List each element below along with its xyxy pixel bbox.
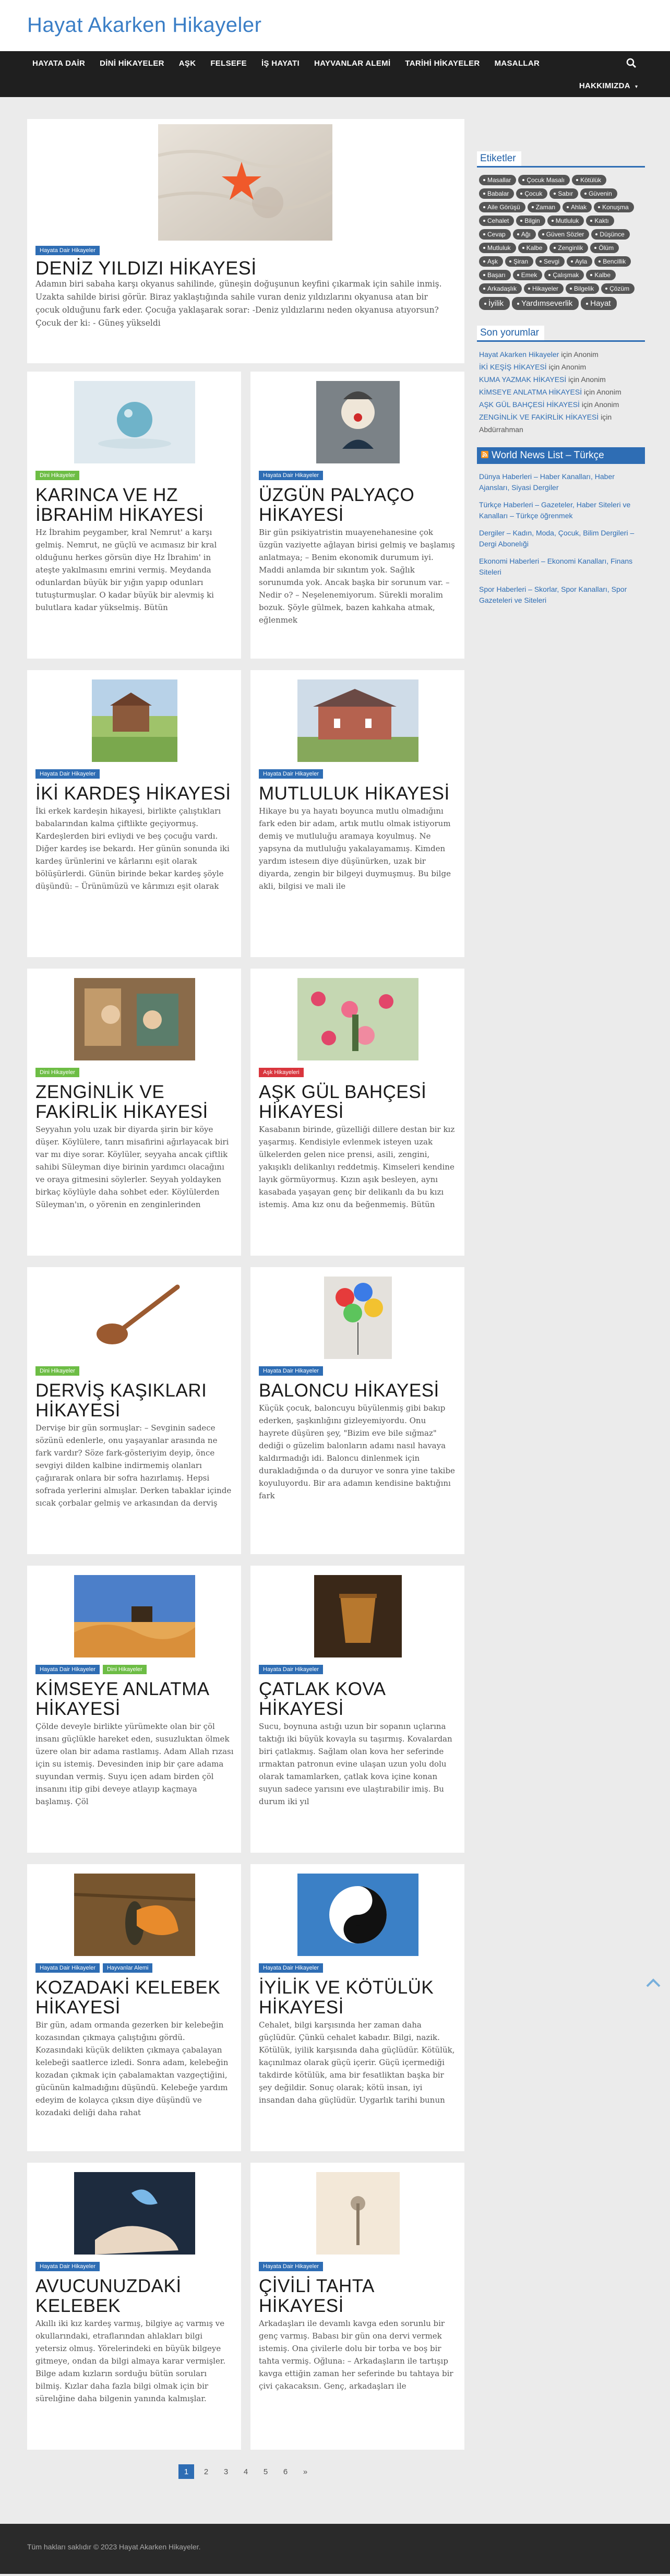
post-card	[250, 2163, 464, 2450]
comment-connector: için	[561, 350, 572, 359]
tag-link[interactable]	[581, 297, 617, 310]
tag-dot-icon	[509, 260, 511, 263]
rss-widget	[477, 447, 645, 606]
comment-item	[479, 348, 645, 361]
post-categories	[35, 471, 234, 480]
post-title[interactable]: DENİZ YILDIZI HİKAYESİ	[35, 257, 257, 279]
site-header	[0, 0, 670, 51]
tag-label: Kalbe	[526, 244, 543, 252]
tag-dot-icon	[540, 260, 542, 263]
tag-label: Aile Görüşü	[487, 204, 520, 211]
rss-links	[477, 471, 645, 606]
comment-item	[479, 361, 645, 373]
nav-menu	[27, 51, 670, 75]
tag-link[interactable]	[535, 256, 565, 267]
category-badge[interactable]: Hayvanlar Alemi	[103, 1963, 152, 1973]
tag-label: Arkadaşlık	[487, 285, 517, 292]
post-thumbnail[interactable]	[314, 1575, 402, 1657]
tag-dot-icon	[528, 288, 530, 290]
comment-post-link[interactable]: KİMSEYE ANLATMA HİKAYESİ	[479, 388, 582, 396]
tag-dot-icon	[554, 247, 556, 249]
tag-label: Güven Sözler	[546, 231, 584, 238]
tag-dot-icon	[599, 260, 601, 263]
post-card	[27, 1566, 241, 1853]
tag-label: Ölüm	[599, 244, 614, 252]
page-link[interactable]: 5	[263, 2467, 268, 2476]
tag-link[interactable]	[586, 216, 614, 226]
tag-label: Zenginlik	[558, 244, 583, 252]
tag-dot-icon	[483, 193, 485, 195]
comment-author: Anonim	[596, 388, 621, 396]
tag-dot-icon	[584, 193, 587, 195]
tag-link[interactable]	[567, 256, 592, 267]
tag-label: Çözüm	[609, 285, 630, 292]
rss-link[interactable]: Spor Haberleri – Skorlar, Spor Kanalları, Spor Gazeteleri ve Siteleri	[479, 585, 627, 604]
tag-link[interactable]	[547, 216, 584, 226]
tag-dot-icon	[483, 260, 485, 263]
post-card	[27, 670, 241, 957]
nav-item[interactable]: DİNİ HİKAYELER	[100, 58, 164, 68]
post-excerpt: Adamın biri sabaha karşı okyanus sahilinde, güneşin doğuşunun keyfini çıkarmak için sahile inmiş. Uzakta sahilde birisi görür. Biraz yaklaştığında sahile vuran deniz yıldızlarını okyanusa atan bir çocuk olduğunu fark eder. Çocuğa yaklaşarak sorar: -Deniz yıldızlarını neden okyanusa atıyorsun? Çocuk der ki: - Güneş yükseldi	[35, 279, 442, 328]
post-thumbnail[interactable]	[297, 679, 418, 762]
comment-connector: için	[584, 388, 595, 396]
tag-link[interactable]	[516, 216, 545, 226]
tag-link[interactable]	[479, 283, 522, 294]
main-content	[27, 119, 464, 2479]
tag-link[interactable]	[479, 202, 525, 212]
pagination	[27, 2464, 464, 2479]
post-thumbnail[interactable]	[74, 381, 195, 463]
tag-link[interactable]	[528, 202, 560, 212]
tag-label: Masallar	[487, 176, 511, 184]
tag-dot-icon	[567, 206, 569, 208]
tag-link[interactable]	[601, 283, 635, 294]
tag-label: İyilik	[488, 299, 504, 308]
tag-label: Kalbe	[594, 271, 611, 279]
tag-label: Ağı	[521, 231, 531, 238]
post-excerpt: Akıllı iki kız kardeş varmış, bilgiye aç varmış ve okullarındaki, etraflarından ahlakları bilgi yetersiz olmuş. Yörelerindeki en büyük bilgeye gitmeye, ondan da bilgi almaya karar vermişler. Bilge adam kızların sorduğu bütün soruları bilmiş. Kızlar daha fazla bilgi olmak için bir sürelığine daha bilgenin yanında kalmışlar.	[35, 2319, 226, 2403]
post-card	[250, 1267, 464, 1554]
post-card	[27, 372, 241, 659]
tag-dot-icon	[483, 288, 485, 290]
rss-title-text[interactable]: World News List – Türkçe	[492, 450, 604, 461]
post-thumbnail[interactable]	[74, 2172, 195, 2255]
comment-post-link[interactable]: ZENGİNLİK VE FAKİRLİK HİKAYESİ	[479, 413, 599, 421]
tag-dot-icon	[483, 220, 485, 222]
main-nav	[0, 51, 670, 97]
tag-dot-icon	[483, 247, 485, 249]
tag-link[interactable]	[479, 175, 516, 185]
post-categories	[35, 246, 100, 255]
comment-author: Anonim	[581, 375, 606, 384]
page-link[interactable]: 3	[223, 2467, 229, 2476]
tag-dot-icon	[594, 247, 596, 249]
post-card	[250, 969, 464, 1256]
tag-link[interactable]	[518, 243, 548, 253]
tag-link[interactable]	[549, 188, 578, 199]
page-layout	[0, 97, 670, 2479]
post-title[interactable]: BALONCU HİKAYESİ	[259, 1380, 439, 1401]
post-categories	[35, 1665, 234, 1674]
post-categories	[259, 1068, 457, 1077]
post-card	[250, 1864, 464, 2151]
category-badge[interactable]: Hayata Dair Hikayeler	[35, 1665, 100, 1674]
tag-label: Düşünce	[600, 231, 625, 238]
next-page-button[interactable]: »	[303, 2467, 308, 2476]
post-categories	[35, 1366, 234, 1376]
category-badge[interactable]: Hayata Dair Hikayeler	[35, 2262, 100, 2271]
featured-post	[27, 119, 464, 363]
tag-label: Kötülük	[580, 176, 602, 184]
rss-link[interactable]: Dünya Haberleri – Haber Kanalları, Haber Ajansları, Siyasi Dergiler	[479, 472, 615, 492]
tag-label: Zaman	[535, 204, 556, 211]
post-excerpt: Seyyahın yolu uzak bir diyarda şirin bir köye düşer. Köylülere, tanrı misafirini ağırlayacak biri var mı diye sorar. Köylüler, seyyaha ancak çiftlik sahibi Süleyman diye birinin yardımcı olacağını ve oraya gitmesini söylerler. Seyyah yoldayken birkaç köylüyle daha sohbet eder. Köylülerden Süleyman'ın, o yörenin en zenginlerinden	[35, 1125, 229, 1209]
category-badge[interactable]: Hayata Dair Hikayeler	[259, 769, 323, 779]
post-thumbnail[interactable]	[297, 978, 418, 1060]
tag-label: Kaktı	[594, 217, 609, 224]
post-title[interactable]: ÇİVİLİ TAHTA HİKAYESİ	[259, 2276, 374, 2316]
tag-link[interactable]	[524, 283, 564, 294]
chevron-down-icon: ▾	[635, 84, 638, 90]
tag-dot-icon	[522, 247, 524, 249]
page-link[interactable]: 1	[178, 2464, 194, 2479]
post-thumbnail[interactable]	[86, 1277, 183, 1359]
tag-label: Bencillik	[603, 258, 626, 265]
tag-label: Emek	[521, 271, 537, 279]
post-thumbnail[interactable]	[74, 1874, 195, 1956]
tag-dot-icon	[522, 179, 524, 181]
post-categories	[35, 1963, 234, 1973]
post-title[interactable]: DERVİŞ KAŞIKLARI HİKAYESİ	[35, 1380, 207, 1421]
nav-item[interactable]: AŞK	[178, 58, 196, 68]
page-link[interactable]: 6	[283, 2467, 288, 2476]
tag-link[interactable]	[586, 270, 616, 280]
tag-dot-icon	[590, 274, 592, 276]
tag-link[interactable]	[544, 270, 584, 280]
post-thumbnail[interactable]	[316, 381, 400, 463]
tag-link[interactable]	[505, 256, 533, 267]
post-categories	[259, 471, 457, 480]
search-icon[interactable]	[626, 58, 637, 68]
tag-link[interactable]	[594, 202, 634, 212]
tag-dot-icon	[542, 233, 544, 235]
post-excerpt: Kasabanın birinde, güzelliği dillere destan bir kız yaşarmış. Kendisiyle evlenmek isteyen uzak ülkelerden gelen nice prensi, asili, zengini, yakışıklı delikanlıyı reddetmiş. Kimseleri kendine layık görmüyormuş. Kızın aşık besleyen, aynı kasabada yaşayan genç bir delikanlı da bu kızı istemiş. Ama kız onu da beğenmemiş. Bütün	[259, 1125, 455, 1209]
post-title[interactable]: KOZADAKİ KELEBEK HİKAYESİ	[35, 1977, 221, 2018]
post-categories	[35, 2262, 234, 2271]
tag-link[interactable]	[513, 229, 536, 240]
tag-dot-icon	[586, 303, 588, 305]
featured-thumbnail[interactable]	[158, 124, 332, 241]
tag-link[interactable]	[538, 229, 590, 240]
tag-link[interactable]	[513, 270, 543, 280]
post-card	[27, 969, 241, 1256]
comment-post-link[interactable]: Hayat Akarken Hikayeler	[479, 350, 559, 359]
post-title[interactable]: İKİ KARDEŞ HİKAYESİ	[35, 783, 231, 804]
tag-link[interactable]	[516, 188, 547, 199]
tag-label: Çocuk Masalı	[527, 176, 565, 184]
tag-dot-icon	[517, 303, 519, 305]
tag-label: Babalar	[487, 190, 509, 197]
tag-label: Hikayeler	[532, 285, 559, 292]
category-badge[interactable]: Hayata Dair Hikayeler	[259, 1665, 323, 1674]
comment-author: Anonim	[573, 350, 599, 359]
recent-comments	[477, 348, 645, 436]
tag-dot-icon	[483, 206, 485, 208]
category-badge[interactable]: Hayata Dair Hikayeler	[259, 1963, 323, 1973]
comment-post-link[interactable]: İKİ KEŞİŞ HİKAYESİ	[479, 363, 547, 371]
tag-label: Başarı	[487, 271, 506, 279]
tag-link[interactable]	[594, 256, 631, 267]
post-categories	[259, 2262, 457, 2271]
tag-dot-icon	[520, 193, 522, 195]
copyright-text: Tüm hakları saklıdır © 2023 Hayat Akarken Hikayeler.	[27, 2543, 201, 2551]
tag-label: Ahlak	[571, 204, 587, 211]
post-thumbnail[interactable]	[92, 679, 177, 762]
post-excerpt: Bir gün, adam ormanda gezerken bir kelebeğin kozasından çıkmaya çalıştığını gördü. Kozasındaki küçük delikten çıkmaya çabalayan kelebeği saatlerce izledi. Sonra adam, kelebeğin kozadan çıkmak için çabalamaktan vazgeçtiğini, gücünün kalmadığını düşündü. Kelebeğe yardım edeyim de kolayca çıksın diye düşündü ve kozadaki deliği daha rahat	[35, 2020, 229, 2117]
tag-dot-icon	[517, 233, 519, 235]
tag-cloud	[477, 175, 645, 310]
tag-label: Cehalet	[487, 217, 509, 224]
category-badge[interactable]: Hayata Dair Hikayeler	[35, 769, 100, 779]
post-excerpt: İki erkek kardeşin hikayesi, birlikte çalıştıkları babalarından kalma çiftlikte geçiyormuş. Kardeşlerden biri evliydi ve beş çocuğu vardı. Diğer kardeş ise bekardı. Her günün sonunda iki kardeş ürünlerini ve kârlarını eşit olarak bölüşürlerdi. Günün birinde bekar kardeş şöyle düşündü: – Ürünümüzü ve kârımızı eşit olarak	[35, 806, 230, 891]
tag-label: Mutluluk	[487, 244, 511, 252]
post-title[interactable]: KİMSEYE ANLATMA HİKAYESİ	[35, 1679, 209, 1719]
post-excerpt: Dervişe bir gün sormuşlar: – Sevginin sadece sözünü edenlerle, onu yaşayanlar arasında ne fark vardır? Söze fark-gösteriyim deyip, önce sevgiyi dilden kalbine indirmemiş olanları çağırarak onlara bir sofra hazırlamış. Hepsi sofrada yerlerini almışlar. Derken tabaklar içinde sıcak çorbalar gelmiş ve arkasından da derviş	[35, 1423, 232, 1508]
tag-dot-icon	[605, 288, 607, 290]
post-excerpt: Hz İbrahim peygamber, kral Nemrut' a karşı gelmiş. Nemrut, ne güçlü ve acımasız bir kral olduğunu herkes görsün diye Hz İbrahim' in ateşte yakılmasını emrini vermiş. Meydanda odunlardan büyük bir yığın yapıp odunları tutuşturmuşlar. O kadar büyük bir alevmiş ki bulutlara kadar yükselmiş. Bütün	[35, 528, 217, 612]
tag-dot-icon	[483, 274, 485, 276]
post-thumbnail[interactable]	[324, 1277, 392, 1359]
rss-icon	[481, 450, 488, 461]
tag-label: Çalışmak	[553, 271, 579, 279]
category-badge[interactable]: Hayata Dair Hikayeler	[259, 1366, 323, 1376]
tag-link[interactable]	[479, 216, 514, 226]
category-badge[interactable]: Hayata Dair Hikayeler	[35, 246, 100, 255]
site-footer	[0, 2524, 670, 2574]
post-categories	[35, 769, 234, 779]
tag-link[interactable]	[512, 297, 579, 310]
post-thumbnail[interactable]	[74, 1575, 195, 1657]
tag-dot-icon	[532, 206, 534, 208]
post-excerpt: Sucu, boynuna astığı uzun bir sopanın uçlarına taktığı iki büyük kovayla su taşırmış. Kovalardan biri çatlakmış. Sağlam olan kova her seferinde ırmaktan patronun evine ulaşan uzun yolu dolu olarak tamamlarken, çatlak kova içine konan suyun sadece yarısını eve ulaştırabilir imiş. Bu durum iki yıl	[259, 1722, 452, 1806]
category-badge[interactable]: Dini Hikayeler	[35, 471, 79, 480]
post-excerpt: Hikaye bu ya hayatı boyunca mutlu olmadığını fark eden bir adam, artık mutlu olmak istiyorum demiş ve mutluluğu aramaya koyulmuş. Ne yapsyna da mutluluğu yakalayamamış. Kimden yardım isteseın diye düşünürken, uzak bir diyarda, zengin bir bilgeyi duymuşmuş. Bu bilge akli, bilgisi ve mali ile	[259, 806, 451, 891]
post-grid	[27, 372, 464, 2450]
nav-item[interactable]: TARİHİ HİKAYELER	[405, 58, 480, 68]
category-badge[interactable]: Hayata Dair Hikayeler	[259, 2262, 323, 2271]
tag-dot-icon	[570, 288, 572, 290]
tag-dot-icon	[483, 233, 485, 235]
tag-link[interactable]	[580, 188, 617, 199]
sidebar	[477, 151, 645, 2479]
post-card	[27, 1864, 241, 2151]
tag-label: Sevgi	[544, 258, 560, 265]
nav-item[interactable]: HAYVANLAR ALEMİ	[314, 58, 391, 68]
tag-label: Yardımseverlik	[521, 299, 573, 308]
nav-item-hakkimizda[interactable]	[579, 80, 638, 90]
tag-link[interactable]	[572, 175, 606, 185]
site-title[interactable]: Hayat Akarken Hikayeler	[27, 14, 262, 37]
post-title[interactable]: ÜZGÜN PALYAÇO HİKAYESİ	[259, 485, 415, 525]
tag-label: Hayat	[590, 299, 611, 308]
post-excerpt: Cehalet, bilgi karşısında her zaman daha güçlüdür. Çünkü cehalet kabadır. Bilgi, nazik. Kötülük, iyilik karşısında daha güçlüdür. Kötülük, kaçınılmaz olarak güçü içerir. Güçü içermediği takdirde kötülük, ama bir fesatliktan başka bir şey değildir. Sonuç olarak; kötü insan, iyi insandan daha güçlüdür. Uygarlık tarihi bunun	[259, 2020, 455, 2105]
tag-dot-icon	[483, 179, 485, 181]
tag-link[interactable]	[566, 283, 599, 294]
category-badge[interactable]: Dini Hikayeler	[35, 1366, 79, 1376]
comment-connector: için	[601, 413, 612, 421]
post-card	[27, 2163, 241, 2450]
comment-item	[479, 386, 645, 398]
tag-dot-icon	[484, 303, 486, 305]
tag-label: Mutluluk	[555, 217, 579, 224]
comment-item	[479, 373, 645, 386]
tags-widget	[477, 151, 645, 310]
post-title[interactable]: AŞK GÜL BAHÇESİ HİKAYESİ	[259, 1082, 427, 1122]
tag-link[interactable]	[479, 256, 503, 267]
tag-link[interactable]	[563, 202, 592, 212]
tag-label: Ayla	[575, 258, 588, 265]
tag-label: Bilgelik	[574, 285, 594, 292]
tag-dot-icon	[520, 220, 522, 222]
tag-link[interactable]	[479, 297, 510, 310]
comments-widget	[477, 326, 645, 436]
comment-author: Abdürrahman	[479, 425, 523, 434]
post-card	[27, 1267, 241, 1554]
comment-connector: için	[581, 400, 593, 409]
comment-author: Anonim	[561, 363, 587, 371]
comment-post-link[interactable]: KUMA YAZMAK HİKAYESİ	[479, 375, 567, 384]
tag-link[interactable]	[479, 188, 514, 199]
nav-item[interactable]: FELSEFE	[210, 58, 247, 68]
post-title[interactable]: ZENGİNLİK VE FAKİRLİK HİKAYESİ	[35, 1082, 208, 1122]
post-card	[250, 670, 464, 957]
tag-label: Çocuk	[524, 190, 543, 197]
tag-link[interactable]	[518, 175, 570, 185]
post-categories	[259, 1665, 457, 1674]
page-link[interactable]: 4	[243, 2467, 248, 2476]
tag-link[interactable]	[590, 243, 619, 253]
rss-link[interactable]: Türkçe Haberleri – Gazeteler, Haber Siteleri ve Kanalları – Türkçe öğrenmek	[479, 500, 631, 520]
post-card	[250, 1566, 464, 1853]
comment-connector: için	[548, 363, 560, 371]
nav-item[interactable]: HAYATA DAİR	[32, 58, 86, 68]
nav-item-label: HAKKIMIZDA	[579, 81, 630, 90]
post-excerpt: Arkadaşları ile devamlı kavga eden sorunlu bir genç varmış. Babası bir gün ona dervi vermek istemiş. Ona çivilerle dolu bir torba ve boş bir tahta vermiş. Oğluna: – Arkadaşların ile tartışıp kavga ettiğin zaman her seferinde bu tahtaya bir çivi çakacaksın. Genç, arkadaşları ile	[259, 2319, 453, 2391]
post-thumbnail[interactable]	[297, 1874, 418, 1956]
category-badge[interactable]: Dini Hikayeler	[35, 1068, 79, 1077]
comment-post-link[interactable]: AŞK GÜL BAHÇESİ HİKAYESİ	[479, 400, 580, 409]
widget-title: Son yorumlar	[477, 326, 544, 342]
post-title[interactable]: MUTLULUK HİKAYESİ	[259, 783, 450, 804]
comment-item	[479, 411, 645, 436]
tag-dot-icon	[517, 274, 519, 276]
tag-dot-icon	[554, 193, 556, 195]
tag-dot-icon	[552, 220, 554, 222]
tag-label: Aşk	[487, 258, 498, 265]
post-title[interactable]: ÇATLAK KOVA HİKAYESİ	[259, 1679, 385, 1719]
rss-widget-title	[477, 447, 645, 464]
tag-link[interactable]	[479, 229, 511, 240]
tag-dot-icon	[548, 274, 551, 276]
tag-label: Güvenin	[589, 190, 612, 197]
post-categories	[259, 1366, 457, 1376]
category-badge[interactable]: Aşk Hikayeleri	[259, 1068, 304, 1077]
tag-label: Sabır	[558, 190, 573, 197]
post-categories	[259, 1963, 457, 1973]
tag-dot-icon	[576, 179, 578, 181]
tag-link[interactable]	[549, 243, 588, 253]
widget-title: Etiketler	[477, 151, 521, 168]
tag-dot-icon	[595, 233, 597, 235]
rss-link[interactable]: Dergiler – Kadın, Moda, Çocuk, Bilim Dergileri – Dergi Abonelıği	[479, 529, 635, 548]
post-categories	[259, 769, 457, 779]
chevron-up-icon[interactable]	[643, 1973, 664, 1994]
category-badge[interactable]: Hayata Dair Hikayeler	[35, 1963, 100, 1973]
post-excerpt: Bir gün psikiyatristin muayenehanesine çok üzgün vaziyette ağlayan birisi gelmiş ve başlamış anlatmaya; – Benim ekonomik durumum iyi. Maddi anlamda bir sıkıntım yok. Sağlık sorunumda yok. Ancak başka bir sorunum var. – Nedir o? – Neşelenemiyorum. Sürekli moralim bozuk. Şöyle gülmek, bazen kahkaha atmak, eğlenmek	[259, 528, 455, 625]
nav-item[interactable]: İŞ HAYATI	[261, 58, 300, 68]
tag-label: Bilgin	[524, 217, 540, 224]
tag-label: Konuşma	[602, 204, 629, 211]
post-title[interactable]: AVUCUNUZDAKİ KELEBEK	[35, 2276, 182, 2316]
category-badge[interactable]: Dini Hikayeler	[103, 1665, 147, 1674]
tag-dot-icon	[590, 220, 592, 222]
tag-label: Şiran	[513, 258, 529, 265]
post-excerpt: Küçük çocuk, baloncuyu büyülenmiş gibi bakıp ederken, şaşkınlığını gizleyemiyordu. Onu hayrete düşüren şey, "Bizim eve bile sığmaz" dediği o güzelim balonların adamı nasıl havaya kaldırmadığı idi. Baloncu dinlenmek için durakladığında o da duruyor ve sonra yine takibe koyuluyordu. Bir ara adamın kendisine baktığını fark	[259, 1403, 455, 1500]
post-card	[250, 372, 464, 659]
tag-dot-icon	[598, 206, 600, 208]
post-categories	[35, 1068, 234, 1077]
comment-author: Anonim	[594, 400, 619, 409]
post-thumbnail[interactable]	[74, 978, 195, 1060]
tag-link[interactable]	[479, 243, 516, 253]
comment-item	[479, 398, 645, 411]
tag-label: Cevap	[487, 231, 506, 238]
category-badge[interactable]: Hayata Dair Hikayeler	[259, 471, 323, 480]
post-thumbnail[interactable]	[316, 2172, 400, 2255]
page-link[interactable]: 2	[204, 2467, 209, 2476]
tag-dot-icon	[571, 260, 573, 263]
post-excerpt: Çölde deveyle birlikte yürümekte olan bir çöl insanı güçlükle hareket eden, susuzluktan ölmek üzere olan bir adama rastlamış. Adam Allah rızası için su istemiş. Devesinden inip bir çare adama suyundan vermiş. Suyu içen adam birden çöl insanını itip gibi deveye atlayıp kaçmaya başlamış. Çöl	[35, 1722, 234, 1806]
post-title[interactable]: İYİLİK VE KÖTÜLÜK HİKAYESİ	[259, 1977, 434, 2018]
tag-link[interactable]	[591, 229, 629, 240]
rss-link[interactable]: Ekonomi Haberleri – Ekonomi Kanalları, Finans Siteleri	[479, 557, 633, 576]
nav-item[interactable]: MASALLAR	[494, 58, 540, 68]
tag-link[interactable]	[479, 270, 511, 280]
post-title[interactable]: KARINCA VE HZ İBRAHİM HİKAYESİ	[35, 485, 204, 525]
comment-connector: için	[568, 375, 580, 384]
